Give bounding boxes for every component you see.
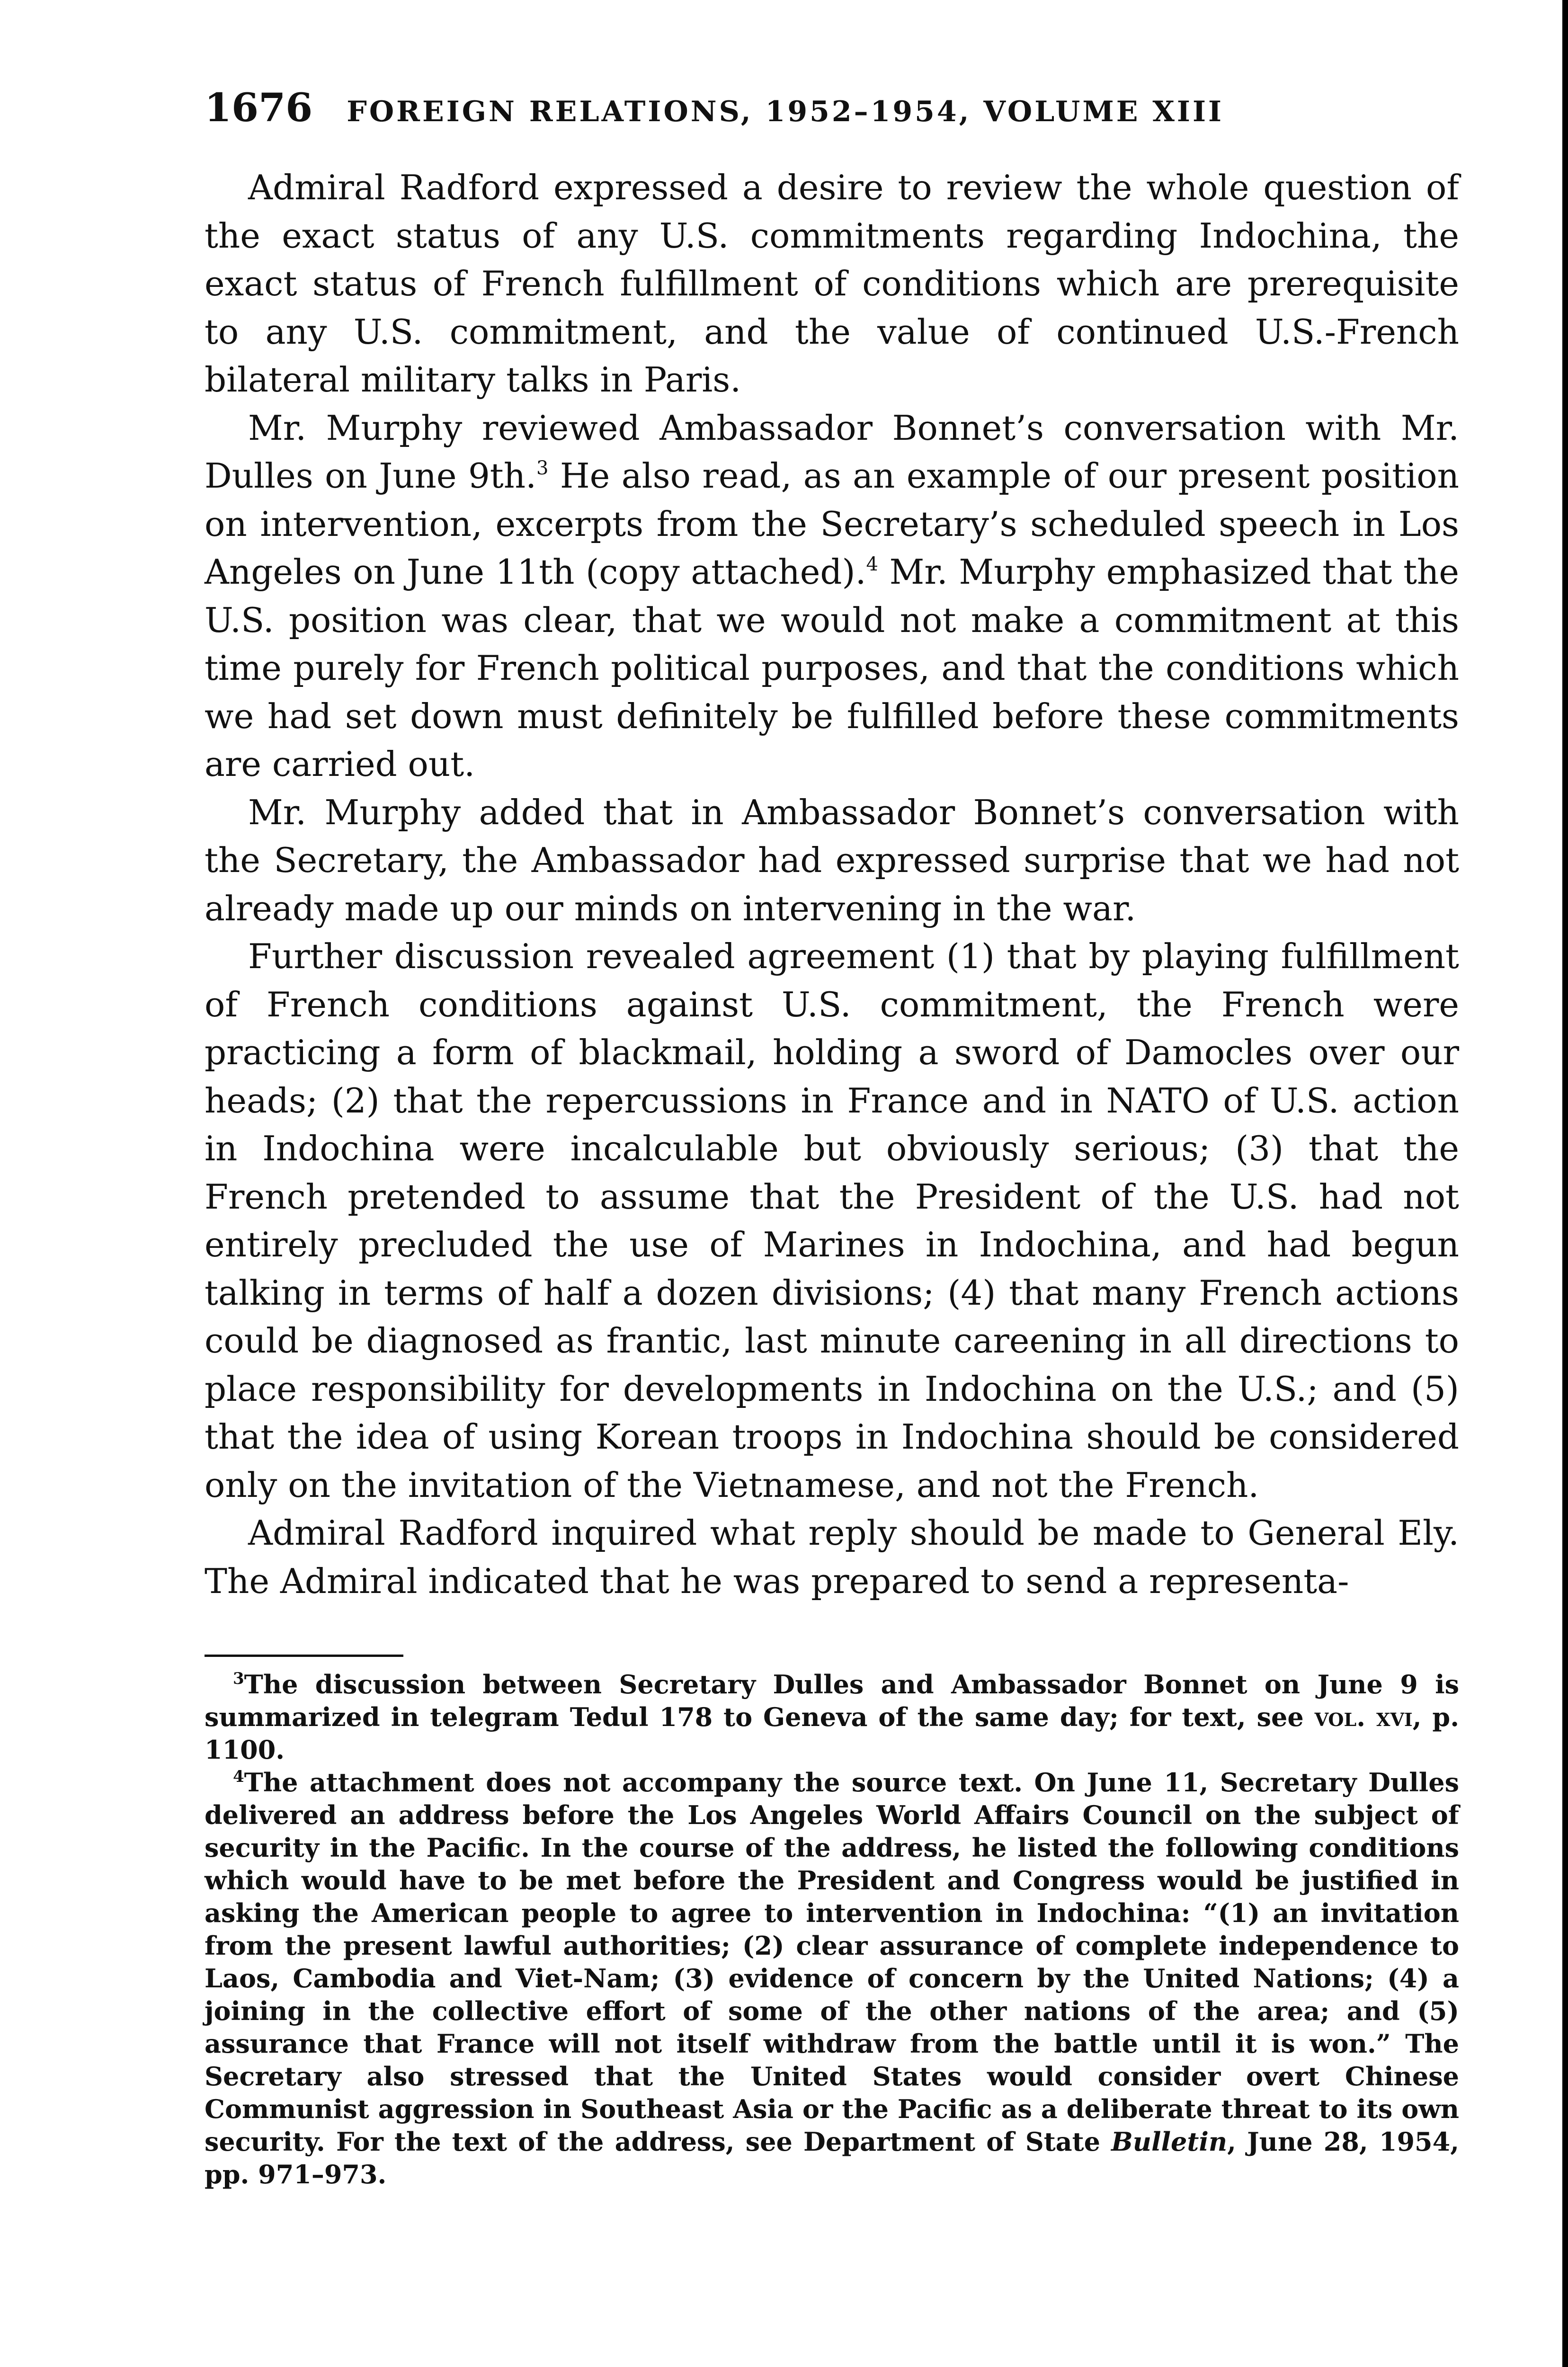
paragraph-2-part-b: He also read, as an example of our present position on intervention, excerpts from the Secretary’s scheduled speech in Los Angeles on June 11th (copy attached). (205, 456, 1459, 592)
document-page (205, 85, 1459, 2191)
running-head: FOREIGN RELATIONS, 1952–1954, VOLUME XIII (347, 95, 1224, 128)
footnote-ref-3[interactable]: 3 (536, 457, 549, 479)
page-edge-border (1562, 0, 1568, 2367)
footnote-ref-4[interactable]: 4 (866, 553, 878, 575)
footnote-4-text-a: The attachment does not accompany the source text. On June 11, Secretary Dulles delivered an address before the Los Angeles World Affairs Council on the subject of security in the Pacific. In the course of the address, he listed the following conditions which would have to be met before the President and Congress would be justified in asking the American people to agree to intervention in Indochina: “(1) an invitation from the present lawful authorities; (2) clear assurance of complete independence to Laos, Cambodia and Viet-Nam; (3) evidence of concern by the United Nations; (4) a joining in the collective effort of some of the other nations of the area; and (5) assurance that France will not itself withdraw from the battle until it is won.” The Secretary also stressed that the United States would consider overt Chinese Communist aggression in Southeast Asia or the Pacific as a deliberate threat to its own security. For the text of the address, see Department of State (205, 1767, 1459, 2157)
footnote-3-volume: vol. xvi (1314, 1702, 1413, 1732)
page-header (205, 85, 1459, 131)
footnote-3 (205, 1668, 1459, 1766)
paragraph-2-part-a: Mr. Murphy reviewed Ambassador Bonnet’s conversation with Mr. Dulles on June 9th. (205, 408, 1459, 496)
footnote-4 (205, 1766, 1459, 2191)
paragraph-5: Admiral Radford inquired what reply should be made to General Ely. The Admiral indicated that he was prepared to send a representa- (205, 1513, 1459, 1601)
footnote-3-text-a: The discussion between Secretary Dulles and Ambassador Bonnet on June 9 is summarized in telegram Tedul 178 to Geneva of the same day; for text, see (205, 1669, 1459, 1732)
paragraph-2-part-c: Mr. Murphy emphasized that the U.S. position was clear, that we would not make a commitment at this time purely for French political purposes, and that the conditions which we had set down must definitely be fulfilled before these commitments are carried out. (205, 552, 1460, 784)
footnote-marker-3: 3 (233, 1669, 244, 1688)
footnote-marker-4: 4 (233, 1767, 244, 1786)
body-text (205, 164, 1459, 1605)
paragraph-3: Mr. Murphy added that in Ambassador Bonnet’s conversation with the Secretary, the Ambassador had expressed surprise that we had not already made up our minds on intervening in the war. (205, 792, 1459, 928)
paragraph-4: Further discussion revealed agreement (1) that by playing fulfillment of French conditions against U.S. commitment, the French were practicing a form of blackmail, holding a sword of Damocles over our heads; (2) that the repercussions in France and in NATO of U.S. action in Indochina were incalculable but obviously serious; (3) that the French pretended to assume that the President of the U.S. had not entirely precluded the use of Marines in Indochina, and had begun talking in terms of half a dozen divisions; (4) that many French actions could be diagnosed as frantic, last minute careening in all directions to place responsibility for developments in Indochina on the U.S.; and (5) that the idea of using Korean troops in Indochina should be considered only on the invitation of the Vietnamese, and not the French. (205, 936, 1459, 1505)
footnotes (205, 1668, 1459, 2191)
footnote-3-text-b: , p. 1100. (205, 1702, 1459, 1765)
footnote-divider (205, 1655, 403, 1657)
paragraph-1: Admiral Radford expressed a desire to review the whole question of the exact status of any U.S. commitments regarding Indochina, the exact status of French fulfillment of conditions which are prerequisite to any U.S. commitment, and the value of continued U.S.-French bilateral military talks in Paris. (205, 168, 1459, 400)
paragraph-2 (205, 404, 1459, 789)
page-number: 1676 (205, 85, 313, 131)
footnote-4-bulletin: Bulletin (1111, 2127, 1228, 2157)
footnote-4-text-b: , June 28, 1954, pp. 971–973. (205, 2127, 1459, 2189)
